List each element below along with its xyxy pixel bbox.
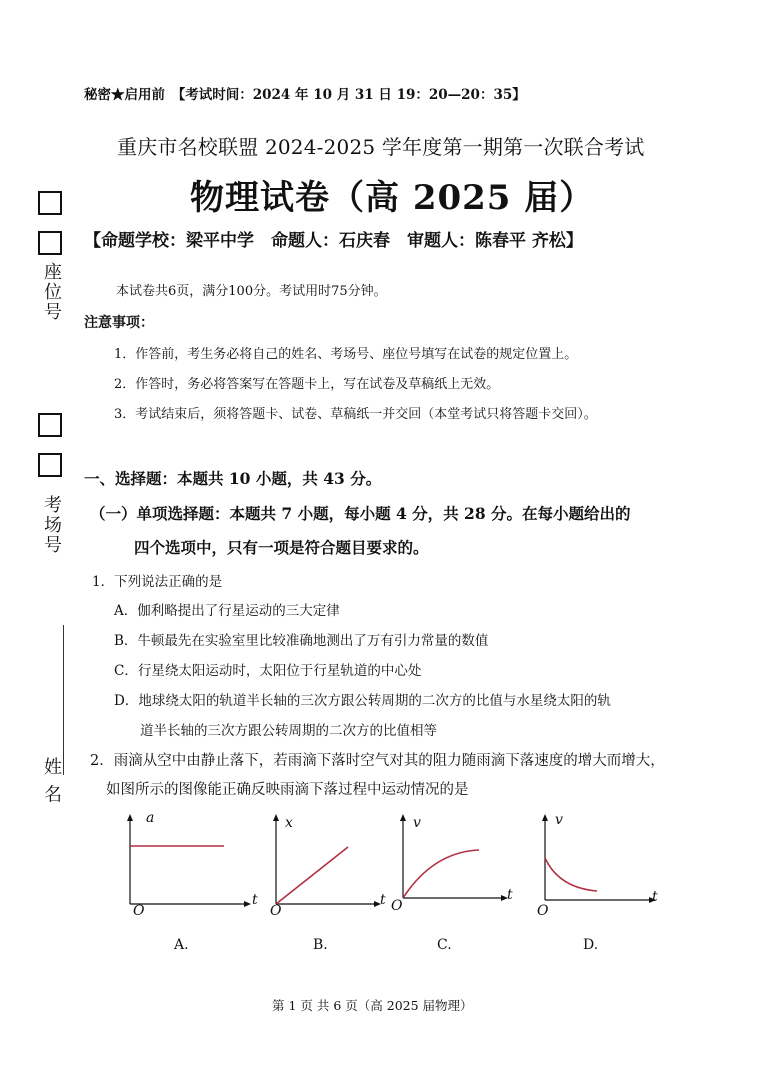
graph-c-y-label: v (413, 815, 421, 831)
name-write-line[interactable] (63, 625, 64, 775)
paper-title: 物理试卷（高 2025 届） (190, 178, 595, 218)
q2-stem-line-1: 2．雨滴从空中由静止落下，若雨滴下落时空气对其的阻力随雨滴下落速度的增大而增大， (90, 753, 665, 769)
graph-d-origin: O (537, 903, 549, 919)
q1-option-c: C．行星绕太阳运动时，太阳位于行星轨道的中心处 (114, 663, 422, 679)
graph-b (266, 812, 386, 922)
q1-option-b: B．牛顿最先在实验室里比较准确地测出了万有引力常量的数值 (114, 633, 489, 649)
graph-d-option: D. (583, 937, 599, 953)
name-label: 姓 名 (41, 757, 62, 805)
graph-c-origin: O (391, 898, 403, 914)
graph-c-x-label: t (507, 887, 513, 903)
graph-c (393, 812, 513, 922)
notice-item: 2．作答时，务必将答案写在答题卡上，写在试卷及草稿纸上无效。 (114, 377, 500, 392)
graph-d-curve (545, 858, 597, 891)
graph-d-y-label: v (555, 812, 563, 828)
graph-a-x-label: t (252, 892, 258, 908)
subsection-line-2: 四个选项中，只有一项是符合题目要求的。 (134, 538, 429, 557)
graph-a-option: A. (174, 937, 189, 953)
subsection-line-1: （一）单项选择题：本题共 7 小题，每小题 4 分，共 28 分。在每小题给出的 (90, 504, 631, 523)
school-alliance-line: 重庆市名校联盟 2024-2025 学年度第一期第一次联合考试 (117, 135, 645, 159)
graph-c-option: C. (437, 937, 452, 953)
graph-b-option: B. (313, 937, 328, 953)
seat-box-2[interactable] (38, 231, 62, 255)
q2-stem-line-2: 如图所示的图像能正确反映雨滴下落过程中运动情况的是 (106, 782, 469, 798)
notice-title: 注意事项： (84, 315, 154, 331)
seat-number-label: 座位号 (41, 262, 62, 322)
secret-exam-time-line: 秘密★启用前 【考试时间：2024 年 10 月 31 日 19：20—20：35】 (84, 87, 526, 103)
room-number-label: 考场号 (41, 495, 62, 555)
graph-d (535, 812, 660, 922)
seat-box-1[interactable] (38, 191, 62, 215)
graph-a-y-label: a (146, 810, 155, 826)
graph-b-curve (276, 847, 348, 904)
room-box-2[interactable] (38, 453, 62, 477)
graph-b-origin: O (270, 903, 282, 919)
section-title: 一、选择题：本题共 10 小题，共 43 分。 (84, 469, 382, 488)
q1-option-d-cont: 道半长轴的三次方跟公转周期的二次方的比值相等 (140, 723, 437, 739)
graph-b-x-label: t (380, 892, 386, 908)
q1-option-a: A．伽利略提出了行星运动的三大定律 (114, 603, 340, 619)
graph-b-y-label: x (285, 815, 293, 831)
notice-item: 1．作答前，考生务必将自己的姓名、考场号、座位号填写在试卷的规定位置上。 (114, 347, 578, 362)
notice-item: 3．考试结束后，须将答题卡、试卷、草稿纸一并交回（本堂考试只将答题卡交回）。 (114, 407, 597, 422)
q1-option-d: D．地球绕太阳的轨道半长轴的三次方跟公转周期的二次方的比值与水星绕太阳的轨 (114, 693, 611, 709)
setter-line: 【命题学校：梁平中学 命题人：石庆春 审题人：陈春平 齐松】 (84, 231, 583, 251)
room-box-1[interactable] (38, 413, 62, 437)
graph-d-x-label: t (652, 889, 658, 905)
q1-stem: 1．下列说法正确的是 (92, 574, 223, 590)
graph-c-curve (403, 850, 479, 898)
intro-text: 本试卷共6页，满分100分。考试用时75分钟。 (116, 284, 387, 299)
graph-a-origin: O (133, 903, 145, 919)
page-footer: 第 1 页 共 6 页（高 2025 届物理） (272, 998, 473, 1013)
